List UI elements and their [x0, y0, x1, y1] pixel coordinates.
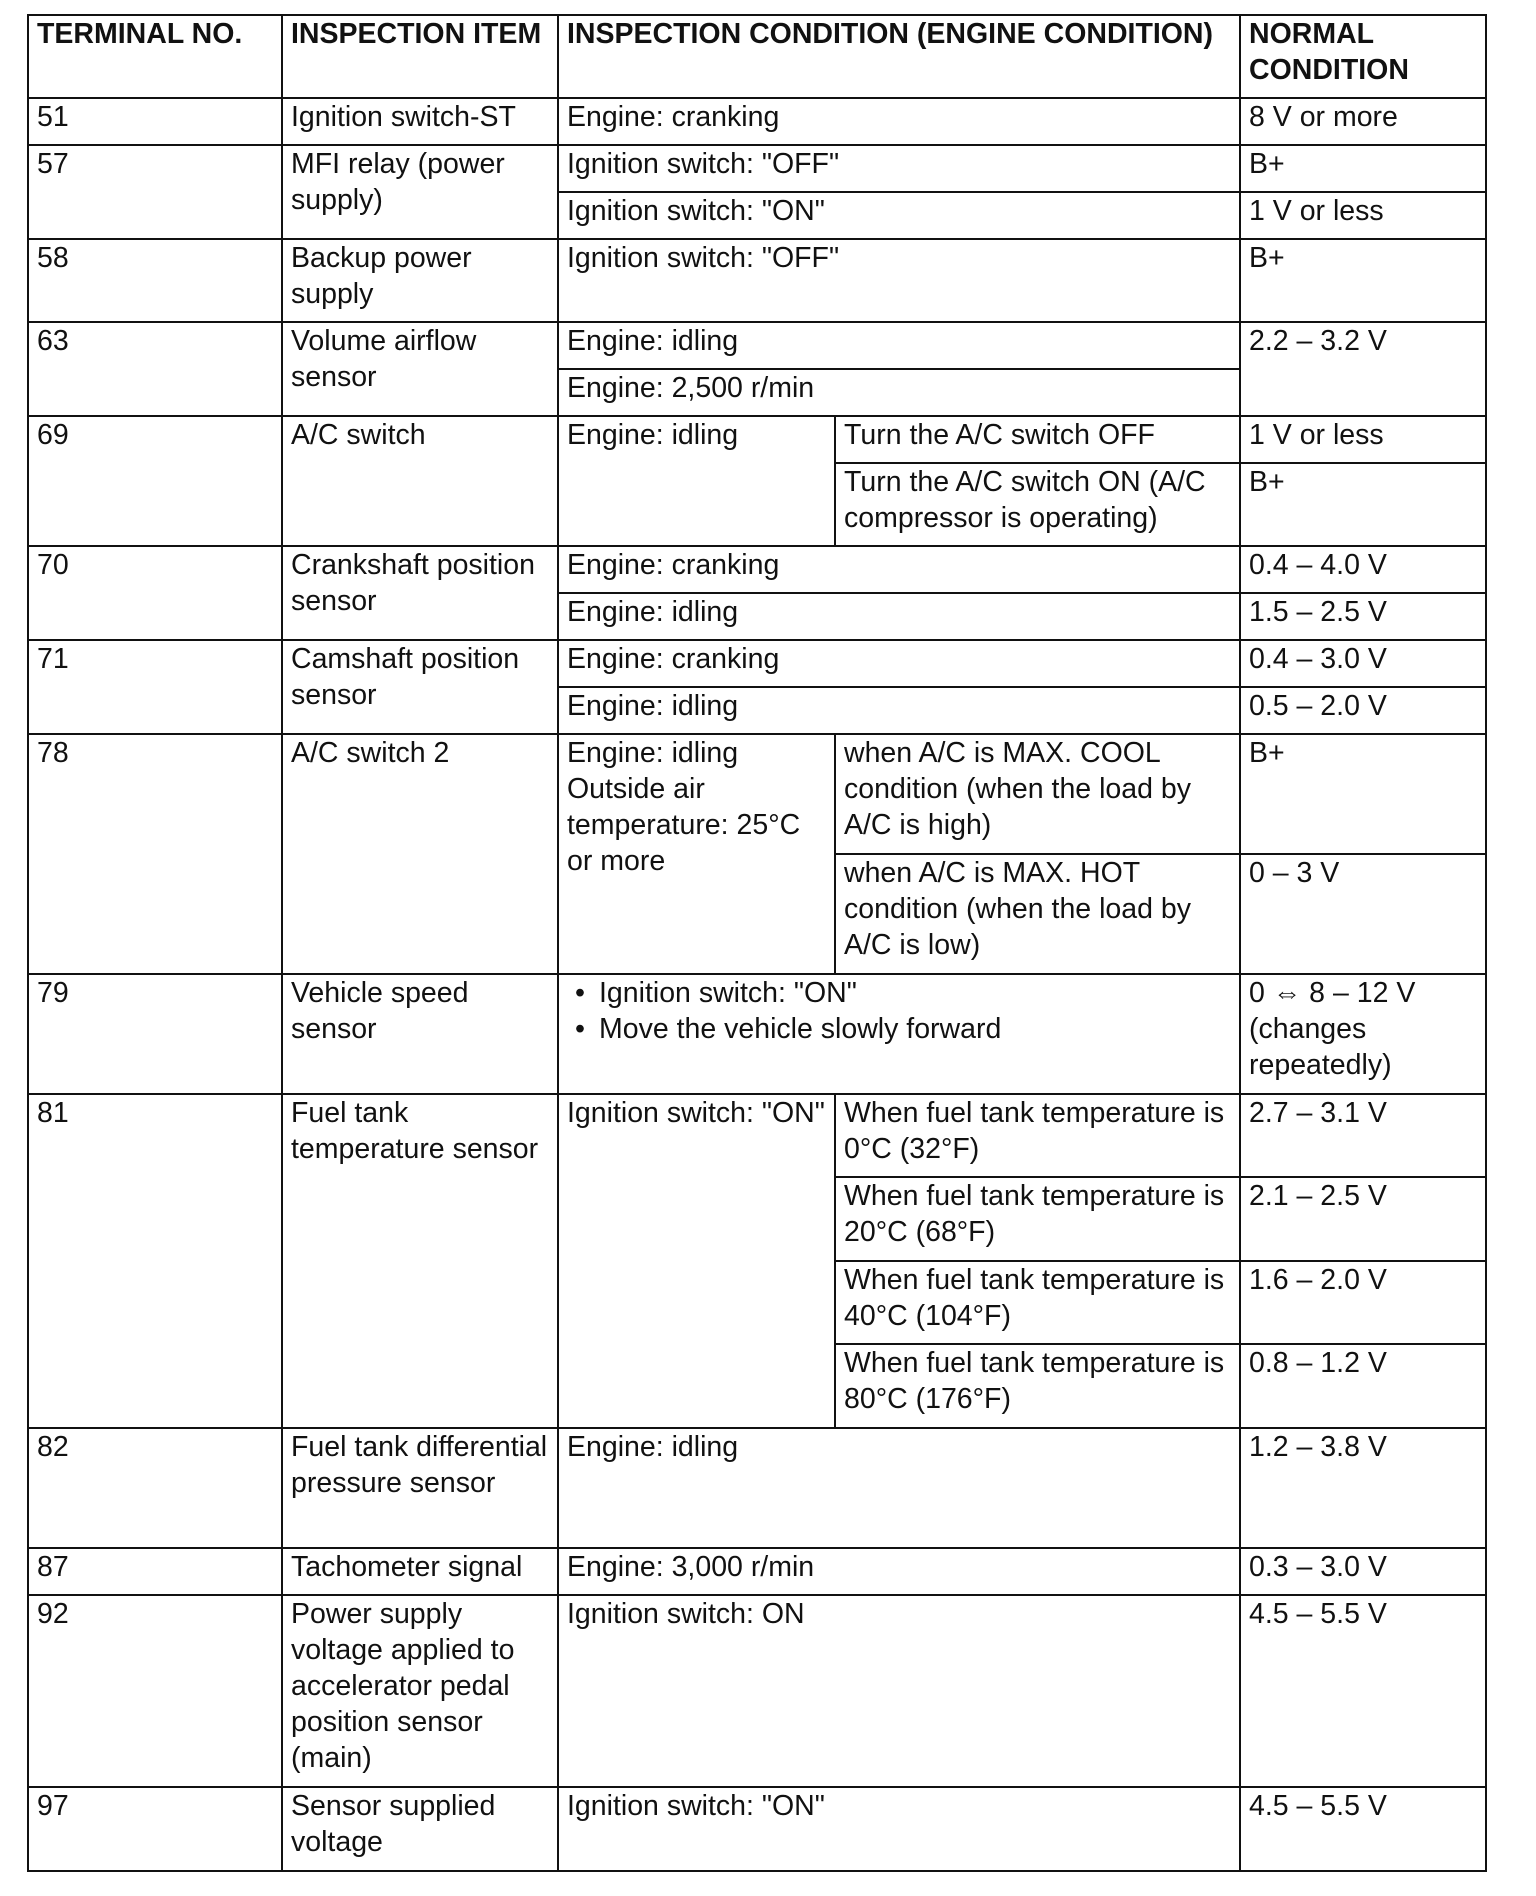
subcondition-cell: Turn the A/C switch ON (A/C compressor is operating) [835, 463, 1240, 546]
condition-cell: Engine: cranking [558, 640, 1240, 687]
terminal-cell: 92 [28, 1595, 282, 1787]
header-condition: INSPECTION CONDITION (ENGINE CONDITION) [558, 15, 1240, 98]
table-row [28, 974, 1486, 1094]
item-cell: MFI relay (power supply) [282, 145, 558, 239]
terminal-cell: 58 [28, 239, 282, 322]
normal-cell: B+ [1240, 463, 1486, 546]
normal-cell: 0.4 – 3.0 V [1240, 640, 1486, 687]
terminal-cell: 87 [28, 1548, 282, 1595]
condition-cell: Ignition switch: "ON" [558, 1094, 835, 1428]
normal-cell: B+ [1240, 734, 1486, 854]
bullet-item: • Ignition switch: "ON" [567, 975, 1233, 1011]
subcondition-cell: When fuel tank temperature is 0°C (32°F) [835, 1094, 1240, 1177]
subcondition-cell: when A/C is MAX. COOL condition (when the load by A/C is high) [835, 734, 1240, 854]
terminal-cell: 70 [28, 546, 282, 640]
item-cell: Volume airflow sensor [282, 322, 558, 416]
normal-cell: 1 V or less [1240, 192, 1486, 239]
terminal-cell: 71 [28, 640, 282, 734]
normal-cell: 1.5 – 2.5 V [1240, 593, 1486, 640]
item-cell: Power supply voltage applied to accelerator pedal position sensor (main) [282, 1595, 558, 1787]
normal-cell: 2.1 – 2.5 V [1240, 1177, 1486, 1261]
normal-cell: 1 V or less [1240, 416, 1486, 463]
terminal-cell: 78 [28, 734, 282, 974]
normal-cell: 1.2 – 3.8 V [1240, 1428, 1486, 1548]
header-item: INSPECTION ITEM [282, 15, 558, 98]
header-normal: NORMAL CONDITION [1240, 15, 1486, 98]
normal-cell: 4.5 – 5.5 V [1240, 1787, 1486, 1871]
item-cell: Tachometer signal [282, 1548, 558, 1595]
header-terminal: TERMINAL NO. [28, 15, 282, 98]
normal-cell: 2.2 – 3.2 V [1240, 322, 1486, 416]
condition-cell: Ignition switch: "OFF" [558, 239, 1240, 322]
item-cell: Ignition switch-ST [282, 98, 558, 145]
subcondition-cell: When fuel tank temperature is 40°C (104°F) [835, 1261, 1240, 1344]
normal-cell: B+ [1240, 145, 1486, 192]
subcondition-cell: When fuel tank temperature is 80°C (176°F) [835, 1344, 1240, 1428]
item-cell: A/C switch [282, 416, 558, 546]
condition-cell: Engine: cranking [558, 98, 1240, 145]
table-row [28, 546, 1486, 593]
terminal-cell: 57 [28, 145, 282, 239]
terminal-cell: 79 [28, 974, 282, 1094]
subcondition-cell: when A/C is MAX. HOT condition (when the load by A/C is low) [835, 854, 1240, 974]
item-cell: Vehicle speed sensor [282, 974, 558, 1094]
terminal-cell: 63 [28, 322, 282, 416]
condition-cell: Ignition switch: ON [558, 1595, 1240, 1787]
subcondition-cell: Turn the A/C switch OFF [835, 416, 1240, 463]
table-row [28, 322, 1486, 369]
normal-cell: 2.7 – 3.1 V [1240, 1094, 1486, 1177]
terminal-cell: 51 [28, 98, 282, 145]
normal-cell: 0.3 – 3.0 V [1240, 1548, 1486, 1595]
table-row [28, 734, 1486, 854]
terminal-cell: 69 [28, 416, 282, 546]
table-row [28, 145, 1486, 192]
header-row [28, 15, 1486, 98]
table-row [28, 1548, 1486, 1595]
table-row [28, 1094, 1486, 1177]
normal-cell: B+ [1240, 239, 1486, 322]
item-cell: Sensor supplied voltage [282, 1787, 558, 1871]
condition-bullet-list [567, 975, 1233, 1047]
table-row [28, 239, 1486, 322]
item-cell: Camshaft position sensor [282, 640, 558, 734]
condition-cell: Engine: cranking [558, 546, 1240, 593]
condition-cell: Engine: idling Outside air temperature: 25°C or more [558, 734, 835, 974]
table-row [28, 416, 1486, 463]
condition-cell: Engine: idling [558, 687, 1240, 734]
table-row [28, 1595, 1486, 1787]
condition-cell: Engine: idling [558, 1428, 1240, 1548]
subcondition-cell: When fuel tank temperature is 20°C (68°F) [835, 1177, 1240, 1261]
terminal-cell: 82 [28, 1428, 282, 1548]
inspection-table [27, 14, 1487, 1872]
table-row [28, 640, 1486, 687]
item-cell: Fuel tank temperature sensor [282, 1094, 558, 1428]
condition-cell: Engine: idling [558, 593, 1240, 640]
normal-cell: 0.4 – 4.0 V [1240, 546, 1486, 593]
item-cell: Fuel tank differential pressure sensor [282, 1428, 558, 1548]
normal-cell: 0 ⇔ 8 – 12 V (changes repeatedly) [1240, 974, 1486, 1094]
terminal-cell: 97 [28, 1787, 282, 1871]
terminal-cell: 81 [28, 1094, 282, 1428]
table-row [28, 1428, 1486, 1548]
table-row [28, 1787, 1486, 1871]
condition-cell: Engine: 3,000 r/min [558, 1548, 1240, 1595]
normal-cell: 0.5 – 2.0 V [1240, 687, 1486, 734]
normal-cell: 1.6 – 2.0 V [1240, 1261, 1486, 1344]
item-cell: Backup power supply [282, 239, 558, 322]
normal-cell: 8 V or more [1240, 98, 1486, 145]
normal-cell: 4.5 – 5.5 V [1240, 1595, 1486, 1787]
condition-cell [558, 974, 1240, 1094]
table-row [28, 98, 1486, 145]
item-cell: Crankshaft position sensor [282, 546, 558, 640]
item-cell: A/C switch 2 [282, 734, 558, 974]
condition-cell: Ignition switch: "ON" [558, 192, 1240, 239]
condition-cell: Engine: idling [558, 416, 835, 546]
condition-cell: Engine: 2,500 r/min [558, 369, 1240, 416]
normal-cell: 0 – 3 V [1240, 854, 1486, 974]
normal-cell: 0.8 – 1.2 V [1240, 1344, 1486, 1428]
condition-cell: Ignition switch: "OFF" [558, 145, 1240, 192]
condition-cell: Engine: idling [558, 322, 1240, 369]
condition-cell: Ignition switch: "ON" [558, 1787, 1240, 1871]
bullet-item: • Move the vehicle slowly forward [567, 1011, 1233, 1047]
